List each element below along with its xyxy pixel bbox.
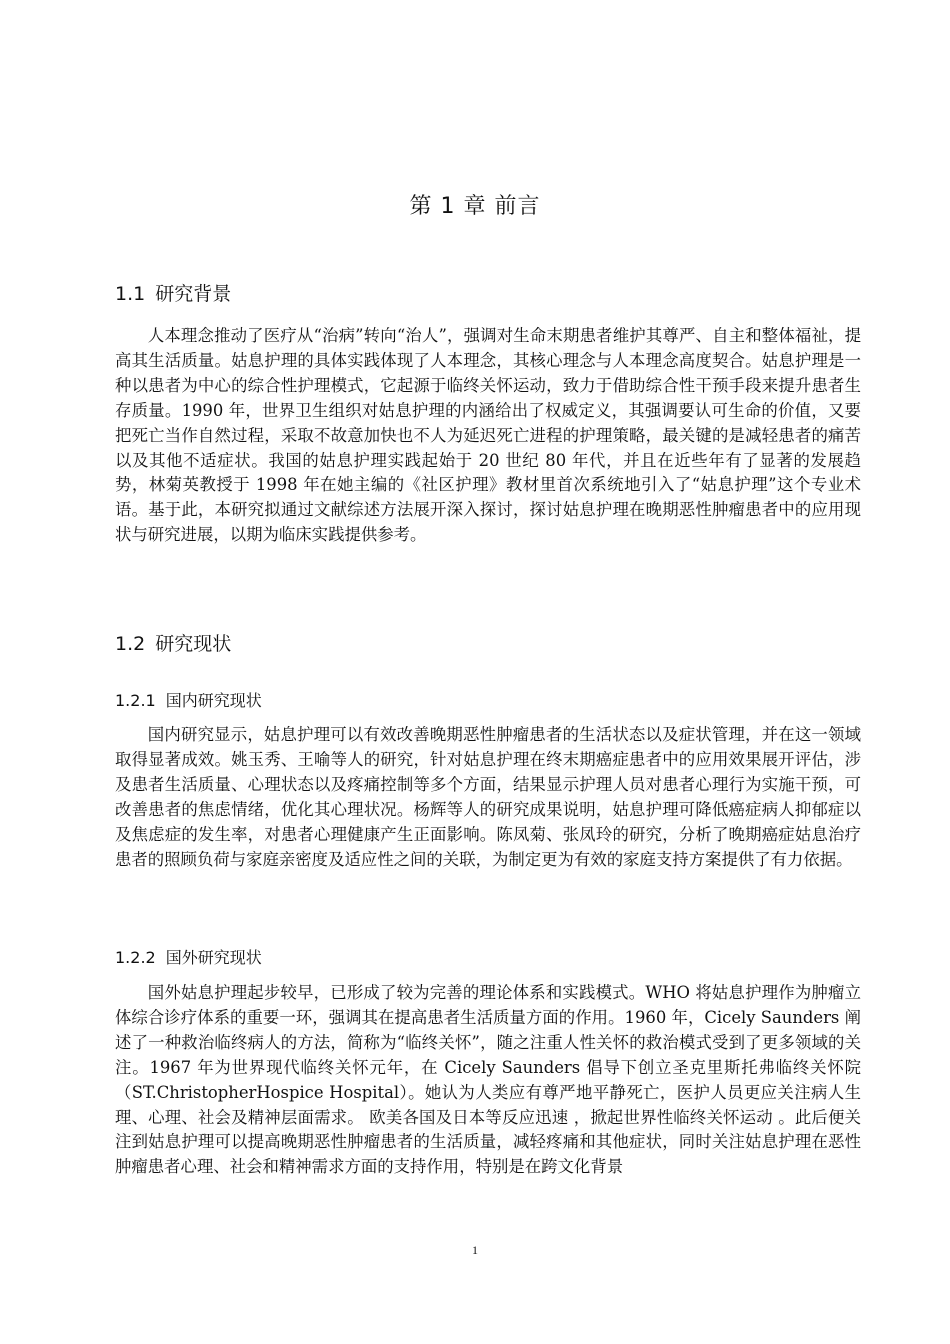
section-heading-1-1 [115,281,231,307]
section-title: 研究现状 [155,633,232,655]
paragraph-foreign-research: 国外姑息护理起步较早，已形成了较为完善的理论体系和实践模式。WHO 将姑息护理作为肿瘤立体综合诊疗体系的重要一环，强调其在提高患者生活质量方面的作用。1960 年，Cicely Saunders 阐述了一种救治临终病人的方法，简称为“临终关怀”，随之注重人性关怀的救治模式受到了更多领域的关注。1967 年为世界现代临终关怀元年，在 Cicely Saunders 倡导下创立圣克里斯托弗临终关怀院（ST.ChristopherHospice Hospital）。她认为人类应有尊严地平静死亡，医护人员更应关注病人生理、心理、社会及精神层面需求。 欧美各国及日本等反应迅速 ，掀起世界性临终关怀运动 。此后便关注到姑息护理可以提高晚期恶性肿瘤患者的生活质量，减轻疼痛和其他症状，同时关注姑息护理在恶性肿瘤患者心理、社会和精神需求方面的支持作用，特别是在跨文化背景 [115,983,861,1177]
subsection-number: 1.2.2 [115,948,156,967]
subsection-number: 1.2.1 [115,691,156,710]
paragraph-domestic-research: 国内研究显示，姑息护理可以有效改善晚期恶性肿瘤患者的生活状态以及症状管理，并在这一领域取得显著成效。姚玉秀、王喻等人的研究，针对姑息护理在终末期癌症患者中的应用效果展开评估，涉及患者生活质量、心理状态以及疼痛控制等多个方面，结果显示护理人员对患者心理行为实施干预，可改善患者的焦虑情绪，优化其心理状况。杨辉等人的研究成果说明，姑息护理可降低癌症病人抑郁症以及焦虑症的发生率，对患者心理健康产生正面影响。陈凤菊、张凤玲的研究，分析了晚期癌症姑息治疗患者的照顾负荷与家庭亲密度及适应性之间的关联，为制定更为有效的家庭支持方案提供了有力依据。 [115,725,861,869]
subsection-heading-1-2-1 [115,690,262,712]
section-number: 1.2 [115,633,146,655]
page-number: 1 [472,1243,478,1257]
paragraph-research-background: 人本理念推动了医疗从“治病”转向“治人”，强调对生命末期患者维护其尊严、自主和整体福祉，提高其生活质量。姑息护理的具体实践体现了人本理念，其核心理念与人本理念高度契合。姑息护理是一种以患者为中心的综合性护理模式，它起源于临终关怀运动，致力于借助综合性干预手段来提升患者生存质量。1990 年，世界卫生组织对姑息护理的内涵给出了权威定义，其强调要认可生命的价值，又要把死亡当作自然过程，采取不故意加快也不人为延迟死亡进程的护理策略，最关键的是减轻患者的痛苦以及其他不适症状。我国的姑息护理实践起始于 20 世纪 80 年代，并且在近些年有了显著的发展趋势，林菊英教授于 1998 年在她主编的《社区护理》教材里首次系统地引入了“姑息护理”这个专业术语。基于此，本研究拟通过文献综述方法展开深入探讨，探讨姑息护理在晚期恶性肿瘤患者中的应用现状与研究进展，以期为临床实践提供参考。 [115,326,861,545]
subsection-heading-1-2-2 [115,947,262,969]
section-title: 研究背景 [155,283,232,305]
chapter-title: 第 1 章 前言 [409,194,541,219]
section-number: 1.1 [115,283,146,305]
subsection-title: 国外研究现状 [165,948,262,967]
subsection-title: 国内研究现状 [165,691,262,710]
section-heading-1-2 [115,631,231,657]
